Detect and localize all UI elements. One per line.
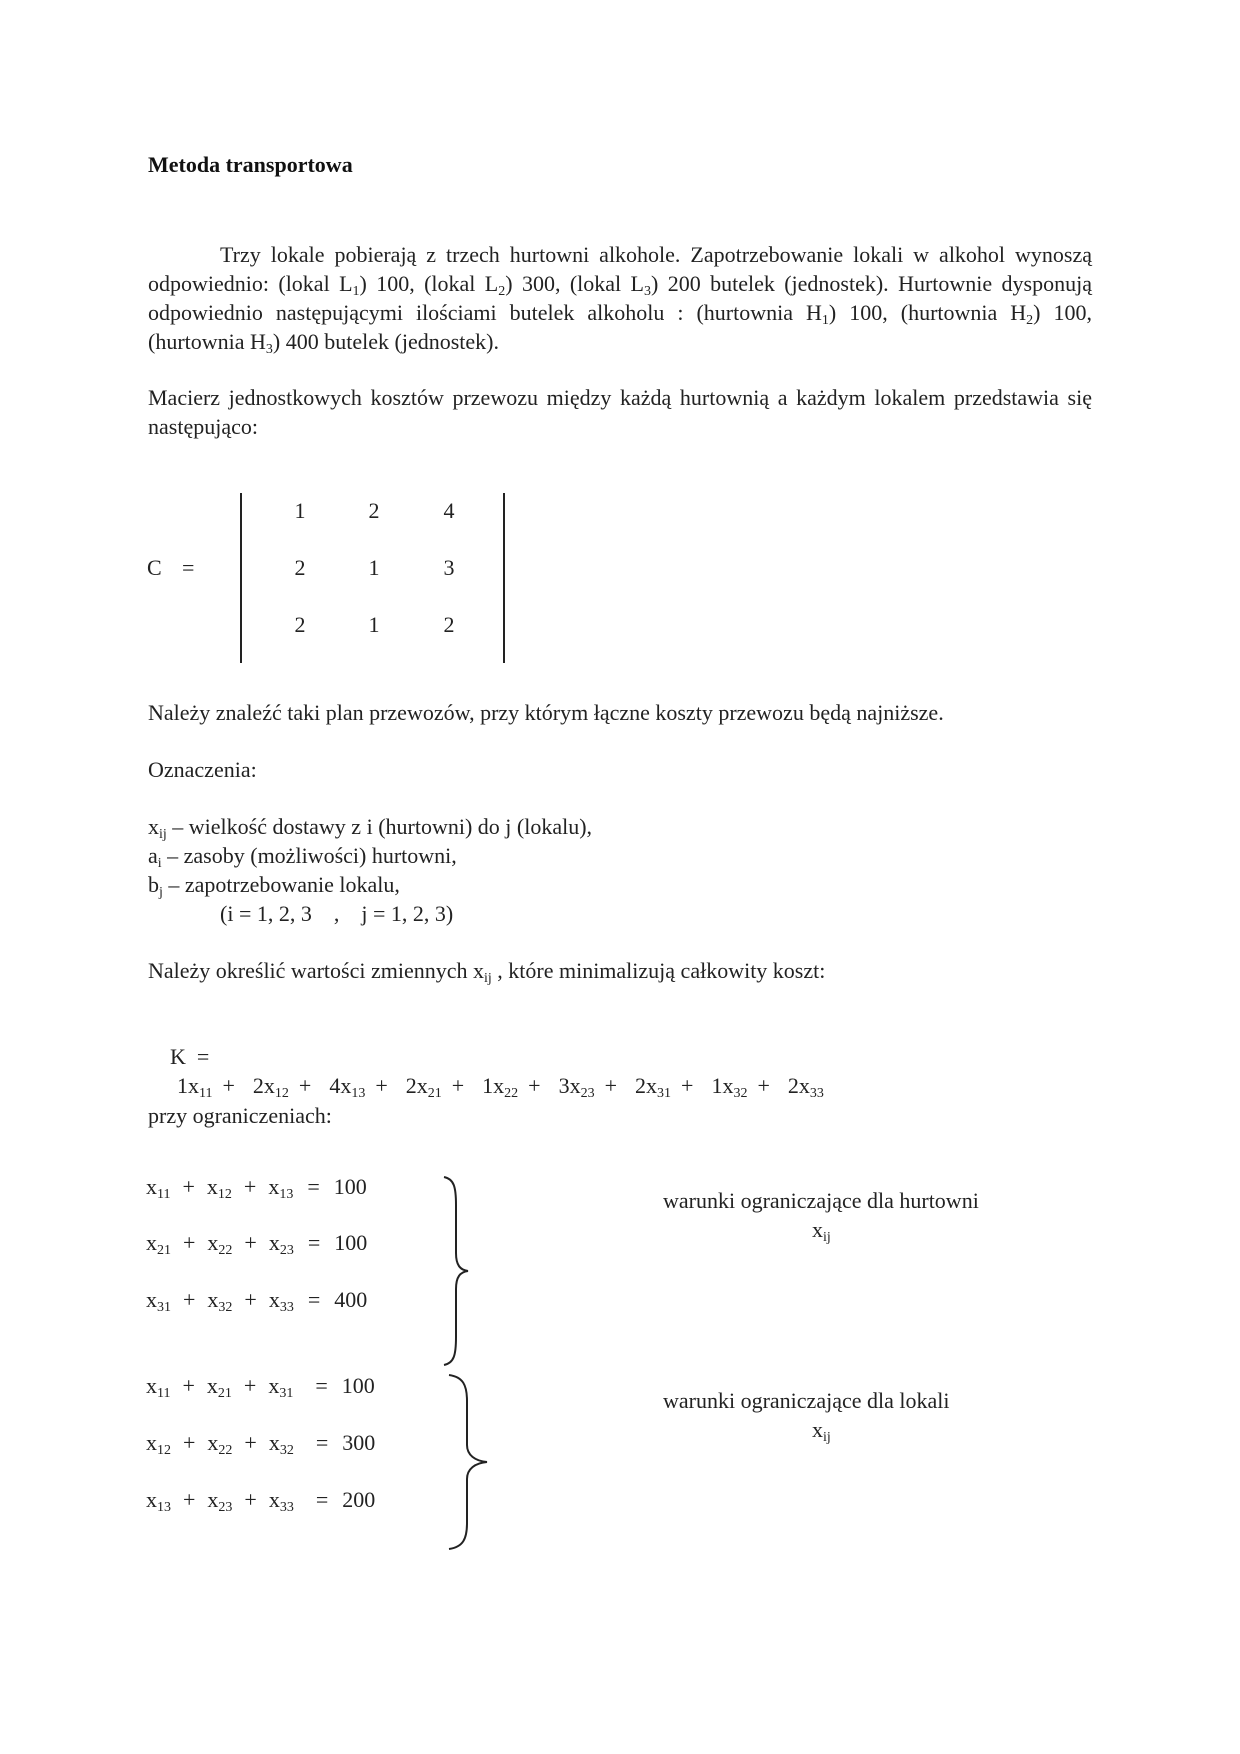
constraint-row [146, 1230, 367, 1256]
objective-term: 1x [711, 1073, 734, 1098]
matrix-cell-1-2: 2 [368, 498, 380, 523]
intro-text-3: ) 300, (lokal L [505, 271, 644, 296]
intro-sub-l1: 1 [352, 284, 360, 299]
constraint-var: x [146, 1373, 157, 1398]
constraint-plus: + [244, 1430, 257, 1455]
constraint-var: x [206, 1373, 218, 1398]
constraint-plus: + [183, 1287, 196, 1312]
intro-paragraph [148, 240, 1092, 356]
brace-lokale [443, 1373, 489, 1551]
objective-term-sub: 33 [809, 1086, 824, 1101]
constraint-row [146, 1487, 375, 1513]
constraint-plus: + [183, 1430, 196, 1455]
objective-term: 2x [252, 1073, 275, 1098]
intro-sub-l2: 2 [498, 284, 506, 299]
objective-term: 3x [558, 1073, 581, 1098]
brace-hurtownie [440, 1175, 470, 1367]
notation-a: $a_i$ – zasoby (możliwości) hurtowni, [148, 843, 457, 871]
objective-term: 2x [787, 1073, 810, 1098]
constraint-var: x [268, 1230, 280, 1255]
objective-plus: + [375, 1073, 388, 1098]
intro-text-1: Trzy lokale pobierają z trzech hurtowni alkohole. Zapotrzebowanie lokali w alkohol wynoszą odpowiednio: (lokal L [148, 242, 1092, 296]
intro-sub-l3: 3 [643, 284, 651, 299]
constraint-var-sub: 13 [157, 1500, 171, 1515]
constraint-var-sub: 11 [157, 1187, 171, 1202]
matrix-cell-3-1: 2 [294, 612, 306, 637]
constraint-var: x [268, 1174, 280, 1199]
constraint-var: x [146, 1174, 157, 1199]
matrix-cell-2-3: 3 [443, 555, 455, 580]
objective-lead: Należy określić wartości zmiennych $x_{ij}$ , które minimalizują całkowity koszt: [148, 958, 826, 986]
constraint-var-sub: 12 [217, 1187, 232, 1202]
document-title: Metoda transportowa [148, 152, 353, 177]
constraint-plus: + [244, 1230, 257, 1255]
constraint-var-sub: 31 [157, 1300, 171, 1315]
constraint-var: x [146, 1487, 157, 1512]
group-label-lokale-var: $x_{ij}$ [812, 1417, 831, 1445]
group-label-hurtownie: warunki ograniczające dla hurtowni [663, 1188, 979, 1213]
objective-plus: + [528, 1073, 541, 1098]
constraint-var: x [268, 1287, 280, 1312]
constraint-plus: + [244, 1487, 257, 1512]
matrix-cell-1-1: 1 [294, 498, 306, 523]
constraint-plus: + [182, 1373, 195, 1398]
intro-text-2: ) 100, (lokal L [359, 271, 499, 296]
constraint-var: x [268, 1373, 280, 1398]
objective-term: 4x [329, 1073, 352, 1098]
intro-text-6: ) 100, (hurtownia H [148, 300, 1093, 354]
constraint-rhs: 400 [334, 1287, 368, 1312]
matrix-left-bar [240, 493, 242, 663]
matrix-right-bar [503, 493, 505, 663]
intro-text-5: ) 100, (hurtownia H [828, 300, 1027, 325]
goal-sentence: Należy znaleźć taki plan przewozów, przy którym łączne koszty przewozu będą najniższe. [148, 700, 944, 725]
constraint-equals: = [307, 1174, 320, 1199]
matrix-cell-3-3: 2 [443, 612, 455, 637]
constraint-plus: + [183, 1487, 196, 1512]
constraint-var-sub: 21 [157, 1243, 171, 1258]
objective-term-sub: 12 [274, 1086, 289, 1101]
constraint-var: x [207, 1430, 219, 1455]
constraint-equals: = [315, 1373, 328, 1398]
objective-term-sub: 13 [351, 1086, 366, 1101]
matrix-cell-1-3: 4 [443, 498, 455, 523]
intro-text-4: ) 200 butelek (jednostek). Hurtownie dysponują odpowiednio następującymi ilościami butelek alkoholu : (hurtownia H [148, 271, 1092, 325]
constraint-plus: + [244, 1287, 257, 1312]
objective-term: 2x [635, 1073, 658, 1098]
objective-formula [148, 1013, 824, 1100]
objective-term-sub: 23 [580, 1086, 595, 1101]
constraint-rhs: 100 [334, 1230, 368, 1255]
constraint-equals: = [315, 1487, 329, 1512]
constraint-var-sub: 13 [279, 1187, 294, 1202]
constraint-var-sub: 12 [157, 1443, 171, 1458]
objective-term-sub: 11 [199, 1086, 213, 1101]
constraint-var: x [207, 1230, 219, 1255]
constraint-row [146, 1430, 375, 1456]
constraint-equals: = [307, 1230, 321, 1255]
constraint-var: x [146, 1430, 157, 1455]
matrix-intro-paragraph: Macierz jednostkowych kosztów przewozu między każdą hurtownią a każdym lokalem przedstawia się następująco: [148, 385, 1092, 439]
constraint-var-sub: 32 [279, 1443, 294, 1458]
constraint-equals: = [307, 1287, 321, 1312]
constraint-var-sub: 21 [217, 1386, 232, 1401]
matrix-equals: = [182, 555, 195, 580]
objective-term-sub: 31 [657, 1086, 672, 1101]
intro-sub-h2: 2 [1026, 313, 1034, 328]
objective-plus: + [604, 1073, 618, 1098]
constraint-var: x [146, 1230, 157, 1255]
constraint-var-sub: 23 [279, 1243, 294, 1258]
constraint-var-sub: 22 [218, 1443, 233, 1458]
objective-plus: + [298, 1073, 312, 1098]
constraint-equals: = [315, 1430, 329, 1455]
group-label-lokale: warunki ograniczające dla lokali [663, 1388, 950, 1413]
constraint-var-sub: 33 [279, 1500, 294, 1515]
constraint-plus: + [243, 1373, 257, 1398]
objective-term-sub: 22 [504, 1086, 519, 1101]
notation-ranges: (i = 1, 2, 3 , j = 1, 2, 3) [220, 901, 454, 926]
constraint-var-sub: 32 [218, 1300, 233, 1315]
constraint-row [146, 1174, 367, 1200]
constraint-plus: + [183, 1230, 196, 1255]
constraint-rhs: 300 [342, 1430, 376, 1455]
objective-plus: + [681, 1073, 694, 1098]
intro-text-7: ) 400 butelek (jednostek). [272, 329, 499, 354]
constraint-plus: + [243, 1174, 257, 1199]
intro-sub-h3: 3 [265, 342, 273, 357]
matrix-cell-2-1: 2 [294, 555, 306, 580]
constraint-var: x [268, 1430, 280, 1455]
constraint-rhs: 200 [342, 1487, 376, 1512]
constraint-var-sub: 31 [279, 1386, 294, 1401]
objective-lhs: K = [170, 1044, 210, 1069]
constraint-var: x [207, 1287, 219, 1312]
intro-sub-h1: 1 [821, 313, 829, 328]
constraint-var: x [207, 1487, 219, 1512]
objective-term: 1x [177, 1073, 199, 1098]
objective-term-sub: 21 [427, 1086, 442, 1101]
constraint-plus: + [182, 1174, 195, 1199]
constraint-var: x [268, 1487, 280, 1512]
constraint-var-sub: 22 [218, 1243, 233, 1258]
objective-plus: + [222, 1073, 235, 1098]
constraint-row [146, 1373, 375, 1399]
matrix-cell-2-2: 1 [368, 555, 380, 580]
objective-term: 2x [405, 1073, 428, 1098]
group-label-hurtownie-var: $x_{ij}$ [812, 1217, 831, 1245]
constraint-var-sub: 23 [218, 1500, 233, 1515]
constraint-var-sub: 11 [157, 1386, 171, 1401]
constraints-heading: przy ograniczeniach: [148, 1103, 332, 1128]
objective-term: 1x [482, 1073, 505, 1098]
notation-x: $x_{ij}$ – wielkość dostawy z i (hurtowni) do j (lokalu), [148, 814, 593, 842]
notation-b: $b_j$ – zapotrzebowanie lokalu, [148, 872, 400, 900]
constraint-var: x [146, 1287, 157, 1312]
constraint-rhs: 100 [333, 1174, 367, 1199]
notation-heading: Oznaczenia: [148, 757, 257, 782]
constraint-row [146, 1287, 367, 1313]
matrix-cell-3-2: 1 [368, 612, 380, 637]
constraint-var: x [206, 1174, 218, 1199]
matrix-label: C [147, 555, 162, 580]
objective-plus: + [757, 1073, 770, 1098]
objective-plus: + [451, 1073, 465, 1098]
constraint-var-sub: 33 [279, 1300, 294, 1315]
constraint-rhs: 100 [341, 1373, 375, 1398]
objective-term-sub: 32 [733, 1086, 748, 1101]
